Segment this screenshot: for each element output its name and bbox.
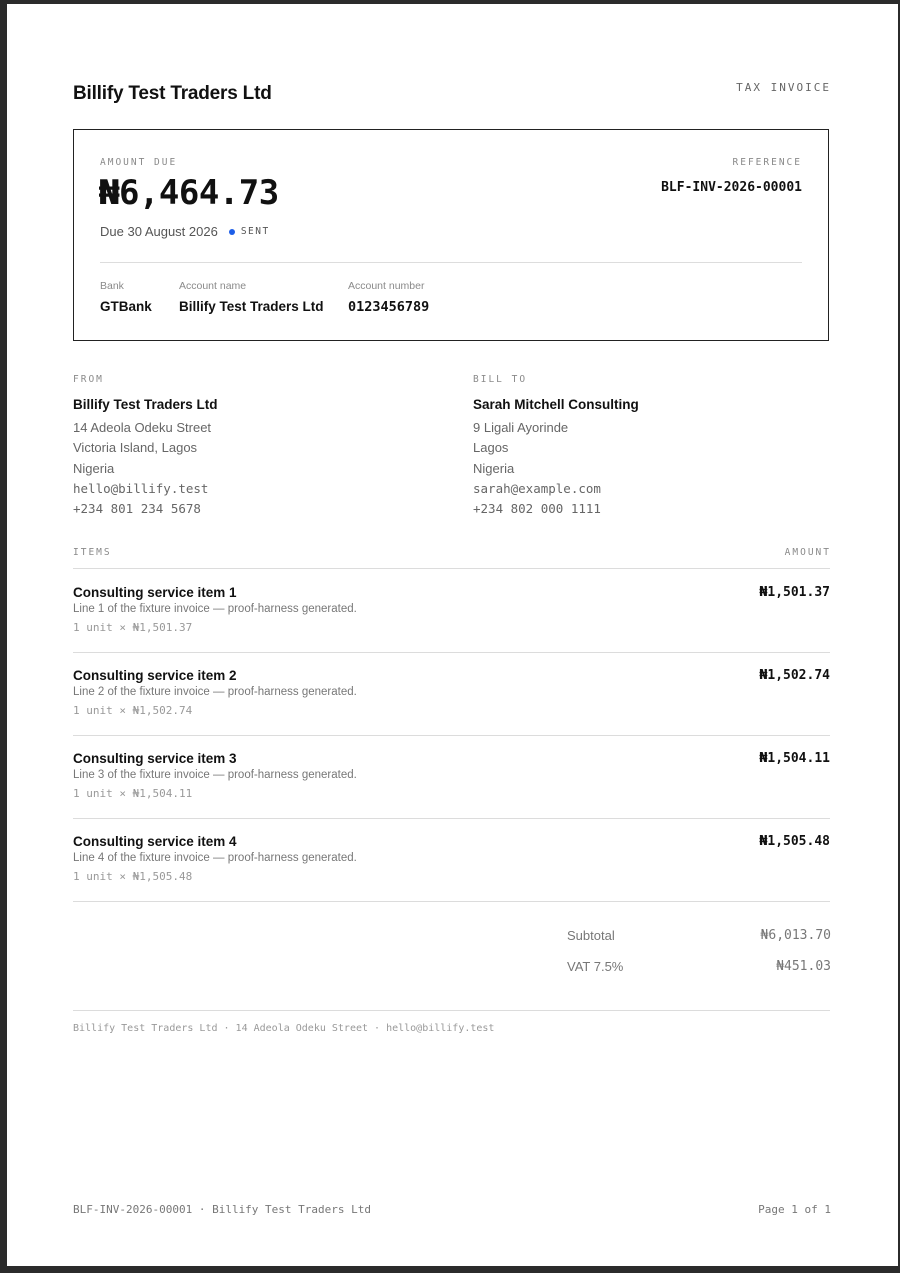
footer-rule	[73, 1010, 830, 1011]
bill-to-address-2: Lagos	[473, 440, 509, 456]
page-footer-reference: BLF-INV-2026-00001 · Billify Test Traders Ltd	[73, 1203, 372, 1216]
item-amount: ₦1,504.11	[759, 751, 830, 766]
bill-to-country: Nigeria	[473, 460, 515, 476]
item-amount: ₦1,505.48	[759, 834, 830, 849]
bank-info	[100, 280, 152, 314]
line-item	[73, 668, 830, 717]
item-amount: ₦1,502.74	[759, 668, 830, 683]
status-dot-icon	[229, 229, 235, 235]
due-date: Due 30 August 2026	[100, 224, 218, 239]
company-title: Billify Test Traders Ltd	[73, 83, 272, 104]
account-number-label: Account number	[348, 280, 425, 292]
item-title: Consulting service item 2	[73, 668, 237, 683]
amount-header: AMOUNT	[784, 547, 831, 558]
amount-due-label: AMOUNT DUE	[100, 157, 178, 168]
subtotal-value: ₦6,013.70	[760, 928, 831, 943]
item-quantity: 1 unit × ₦1,501.37	[73, 621, 193, 634]
due-date-line	[100, 224, 270, 239]
bill-to-block	[473, 374, 803, 519]
items-header: ITEMS	[73, 547, 112, 558]
panel-divider	[100, 262, 802, 263]
bill-to-email: sarah@example.com	[473, 480, 601, 496]
bank-label: Bank	[100, 280, 124, 292]
line-item	[73, 834, 830, 883]
vat-value: ₦451.03	[776, 959, 831, 974]
page-number: Page 1 of 1	[758, 1203, 831, 1216]
items-bottom-rule	[73, 901, 830, 902]
subtotal-label: Subtotal	[567, 928, 615, 943]
bill-to-address-1: 9 Ligali Ayorinde	[473, 420, 569, 435]
item-title: Consulting service item 3	[73, 751, 237, 766]
item-amount: ₦1,501.37	[759, 585, 830, 600]
from-address-2: Victoria Island, Lagos	[73, 440, 198, 456]
line-item	[73, 751, 830, 800]
from-email: hello@billify.test	[73, 480, 209, 496]
items-top-rule	[73, 568, 830, 569]
bill-to-phone: +234 802 000 1111	[473, 501, 601, 517]
document-type: TAX INVOICE	[736, 81, 831, 94]
item-description: Line 1 of the fixture invoice — proof-harness generated.	[73, 603, 357, 615]
account-name-label: Account name	[179, 280, 247, 292]
account-name-value: Billify Test Traders Ltd	[179, 299, 324, 314]
footer-company-line: Billify Test Traders Ltd · 14 Adeola Odeku Street · hello@billify.test	[73, 1023, 495, 1034]
account-name-info	[179, 280, 324, 314]
bill-to-label: BILL TO	[473, 374, 528, 385]
from-label: FROM	[73, 374, 104, 385]
amount-due-value: ₦6,464.73	[99, 173, 279, 213]
item-divider	[73, 818, 830, 819]
item-description: Line 4 of the fixture invoice — proof-harness generated.	[73, 852, 357, 864]
vat-label: VAT 7.5%	[567, 959, 624, 974]
bill-to-name: Sarah Mitchell Consulting	[473, 397, 639, 412]
bank-value: GTBank	[100, 299, 152, 314]
invoice-page	[7, 4, 898, 1266]
line-item	[73, 585, 830, 634]
item-description: Line 2 of the fixture invoice — proof-harness generated.	[73, 686, 357, 698]
account-number-info	[348, 280, 429, 315]
from-address-1: 14 Adeola Odeku Street	[73, 420, 212, 435]
item-divider	[73, 652, 830, 653]
item-title: Consulting service item 4	[73, 834, 237, 849]
from-block	[73, 374, 403, 519]
reference-label: REFERENCE	[732, 157, 802, 168]
item-quantity: 1 unit × ₦1,505.48	[73, 870, 193, 883]
from-name: Billify Test Traders Ltd	[73, 397, 218, 412]
reference-value: BLF-INV-2026-00001	[661, 180, 802, 195]
item-quantity: 1 unit × ₦1,502.74	[73, 704, 193, 717]
status-badge: SENT	[240, 226, 270, 237]
item-description: Line 3 of the fixture invoice — proof-harness generated.	[73, 769, 357, 781]
amount-due-panel	[73, 129, 829, 341]
from-country: Nigeria	[73, 460, 115, 476]
item-divider	[73, 735, 830, 736]
item-quantity: 1 unit × ₦1,504.11	[73, 787, 193, 800]
account-number-value: 0123456789	[348, 299, 430, 315]
from-phone: +234 801 234 5678	[73, 501, 201, 517]
item-title: Consulting service item 1	[73, 585, 237, 600]
